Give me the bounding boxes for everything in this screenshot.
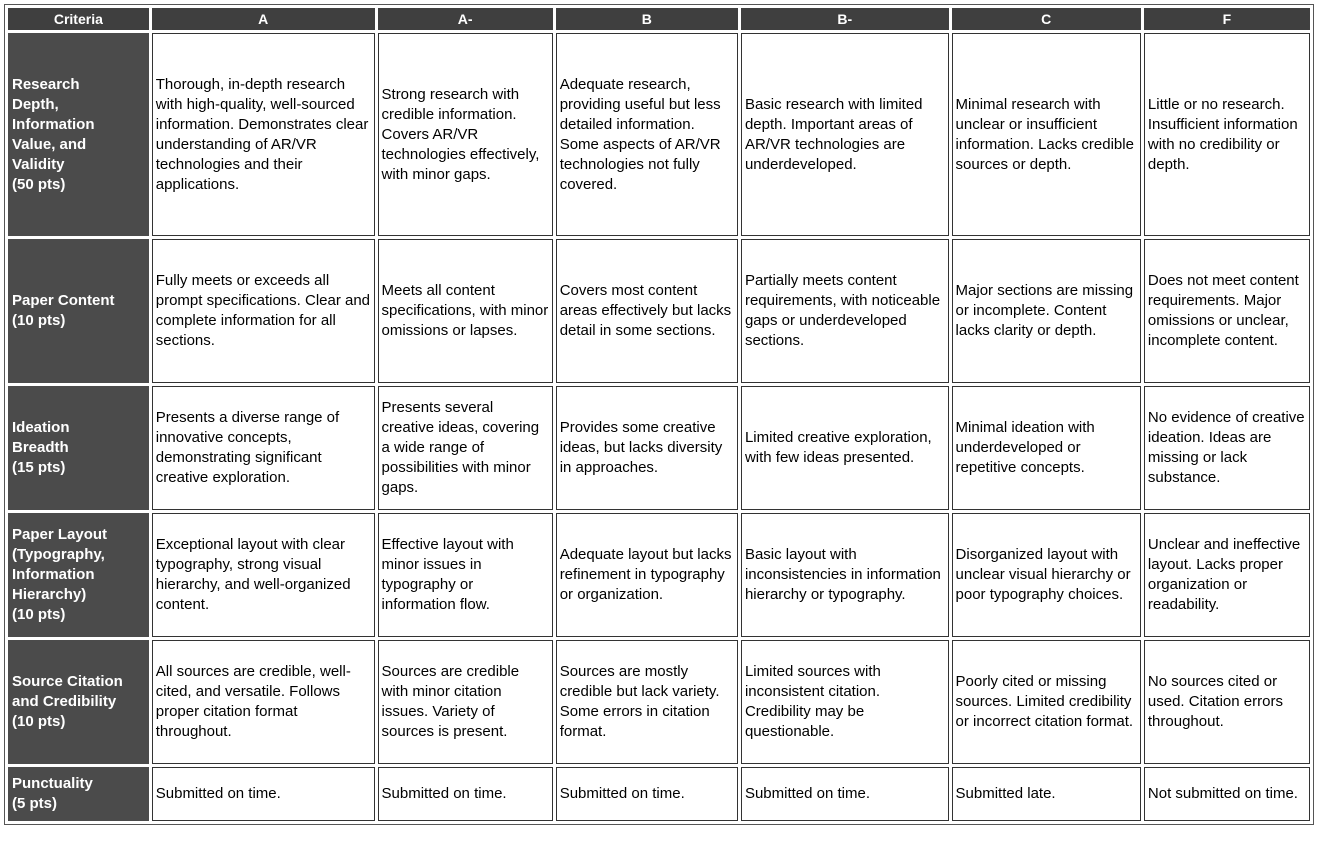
header-grade-a: A	[152, 8, 375, 30]
rubric-cell: Not submitted on time.	[1144, 767, 1310, 821]
rubric-cell: Submitted on time.	[378, 767, 553, 821]
rubric-cell: Sources are credible with minor citation issues. Variety of sources is present.	[378, 640, 553, 764]
table-row	[8, 239, 1310, 383]
rubric-cell: Basic research with limited depth. Important areas of AR/VR technologies are underdeveloped.	[741, 33, 949, 236]
header-grade-b: B	[556, 8, 738, 30]
grading-rubric-table	[4, 4, 1314, 825]
rubric-cell: Minimal research with unclear or insufficient information. Lacks credible sources or depth.	[952, 33, 1141, 236]
rubric-cell: All sources are credible, well-cited, and versatile. Follows proper citation format throughout.	[152, 640, 375, 764]
table-row	[8, 513, 1310, 637]
rubric-cell: Provides some creative ideas, but lacks diversity in approaches.	[556, 386, 738, 510]
rubric-cell: Submitted late.	[952, 767, 1141, 821]
header-grade-a-minus: A-	[378, 8, 553, 30]
rubric-cell: No evidence of creative ideation. Ideas are missing or lack substance.	[1144, 386, 1310, 510]
rubric-cell: Strong research with credible information. Covers AR/VR technologies effectively, with minor gaps.	[378, 33, 553, 236]
header-grade-b-minus: B-	[741, 8, 949, 30]
rubric-cell: Limited sources with inconsistent citation. Credibility may be questionable.	[741, 640, 949, 764]
header-criteria: Criteria	[8, 8, 149, 30]
rubric-cell: Unclear and ineffective layout. Lacks proper organization or readability.	[1144, 513, 1310, 637]
rubric-cell: Submitted on time.	[741, 767, 949, 821]
rubric-cell: Adequate layout but lacks refinement in typography or organization.	[556, 513, 738, 637]
criteria-paper-content: Paper Content (10 pts)	[8, 239, 149, 383]
criteria-punctuality: Punctuality (5 pts)	[8, 767, 149, 821]
rubric-cell: Partially meets content requirements, with noticeable gaps or underdeveloped sections.	[741, 239, 949, 383]
rubric-cell: Thorough, in-depth research with high-quality, well-sourced information. Demonstrates clear understanding of AR/VR technologies and their applications.	[152, 33, 375, 236]
rubric-cell: Submitted on time.	[152, 767, 375, 821]
rubric-cell: Poorly cited or missing sources. Limited credibility or incorrect citation format.	[952, 640, 1141, 764]
table-row	[8, 386, 1310, 510]
rubric-cell: Meets all content specifications, with minor omissions or lapses.	[378, 239, 553, 383]
rubric-cell: Basic layout with inconsistencies in information hierarchy or typography.	[741, 513, 949, 637]
header-grade-c: C	[952, 8, 1141, 30]
rubric-cell: Exceptional layout with clear typography, strong visual hierarchy, and well-organized content.	[152, 513, 375, 637]
rubric-cell: Presents a diverse range of innovative concepts, demonstrating significant creative exploration.	[152, 386, 375, 510]
criteria-ideation-breadth: Ideation Breadth (15 pts)	[8, 386, 149, 510]
rubric-cell: Major sections are missing or incomplete. Content lacks clarity or depth.	[952, 239, 1141, 383]
rubric-cell: Disorganized layout with unclear visual hierarchy or poor typography choices.	[952, 513, 1141, 637]
criteria-paper-layout: Paper Layout (Typography, Information Hierarchy) (10 pts)	[8, 513, 149, 637]
rubric-cell: Minimal ideation with underdeveloped or repetitive concepts.	[952, 386, 1141, 510]
rubric-cell: Submitted on time.	[556, 767, 738, 821]
rubric-container	[4, 4, 1314, 825]
header-grade-f: F	[1144, 8, 1310, 30]
rubric-cell: No sources cited or used. Citation errors throughout.	[1144, 640, 1310, 764]
rubric-cell: Adequate research, providing useful but less detailed information. Some aspects of AR/VR technologies not fully covered.	[556, 33, 738, 236]
criteria-research-depth: Research Depth, Information Value, and Validity (50 pts)	[8, 33, 149, 236]
rubric-cell: Limited creative exploration, with few ideas presented.	[741, 386, 949, 510]
criteria-source-citation: Source Citation and Credibility (10 pts)	[8, 640, 149, 764]
rubric-cell: Fully meets or exceeds all prompt specifications. Clear and complete information for all sections.	[152, 239, 375, 383]
rubric-cell: Does not meet content requirements. Major omissions or unclear, incomplete content.	[1144, 239, 1310, 383]
rubric-cell: Sources are mostly credible but lack variety. Some errors in citation format.	[556, 640, 738, 764]
header-row	[8, 8, 1310, 30]
rubric-cell: Effective layout with minor issues in typography or information flow.	[378, 513, 553, 637]
table-row	[8, 33, 1310, 236]
table-row	[8, 640, 1310, 764]
rubric-cell: Little or no research. Insufficient information with no credibility or depth.	[1144, 33, 1310, 236]
table-row	[8, 767, 1310, 821]
rubric-cell: Presents several creative ideas, covering a wide range of possibilities with minor gaps.	[378, 386, 553, 510]
rubric-cell: Covers most content areas effectively but lacks detail in some sections.	[556, 239, 738, 383]
